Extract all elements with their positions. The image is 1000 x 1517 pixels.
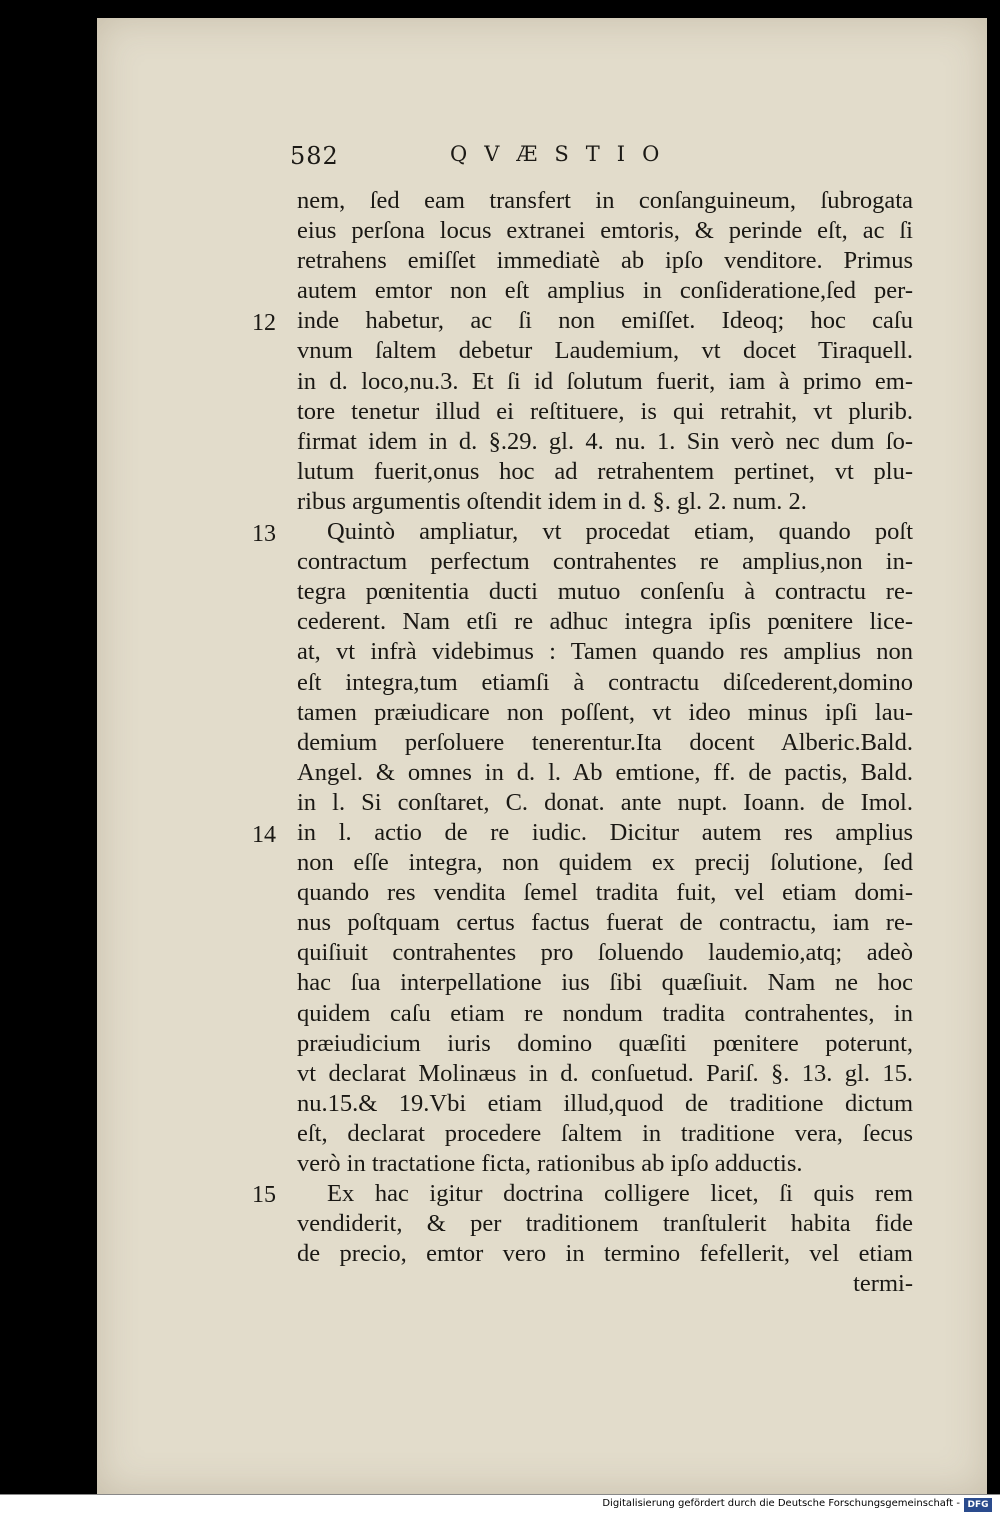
text-line: nem, ſed eam transfert in conſanguineum, ſubrogata xyxy=(297,187,913,214)
text-line: tegra pœnitentia ducti mutuo conſenſu à contractu re- xyxy=(297,578,913,606)
text-line: in d. loco,nu.3. Et ſi id ſolutum fuerit, iam à primo em- xyxy=(297,367,913,395)
text-line: lutum fuerit,onus hoc ad retrahentem pertinet, vt plu- xyxy=(297,457,913,485)
text-line: Ex hac igitur doctrina colligere licet, ſi quis rem xyxy=(327,1180,913,1208)
text-line: præiudicium iuris domino quæſiti pœnitere poterunt, xyxy=(297,1029,913,1057)
text-line: in l. Si conſtaret, C. donat. ante nupt. Ioann. de Imol. xyxy=(297,788,913,816)
text-line: vt declarat Molinæus in d. conſuetud. Pariſ. §. 13. gl. 15. xyxy=(297,1059,913,1087)
text-line: contractum perfectum contrahentes re amplius,non in- xyxy=(297,548,913,576)
text-line: eſt integra,tum etiamſi à contractu diſcederent,domino xyxy=(297,668,913,696)
footer-credit: Digitalisierung gefördert durch die Deutsche Forschungsgemeinschaft - xyxy=(602,1498,960,1509)
dfg-logo-icon: DFG xyxy=(964,1498,992,1512)
text-line: cederent. Nam etſi re adhuc integra ipſis pœnitere lice- xyxy=(297,608,913,636)
text-line: quiſiuit contrahentes pro ſoluendo laudemio,atq; adeò xyxy=(297,939,913,967)
text-line: hac ſua interpellatione ius ſibi quæſiuit. Nam ne hoc xyxy=(297,969,913,997)
margin-number: 12 xyxy=(252,310,276,336)
text-line: tore tenetur illud ei reſtituere, is qui retrahit, vt plurib. xyxy=(297,397,913,425)
margin-number: 13 xyxy=(252,521,276,547)
body-text xyxy=(297,186,913,1299)
catchword: termi- xyxy=(853,1270,913,1298)
text-line: demium perſoluere tenerentur.Ita docent Alberic.Bald. xyxy=(297,728,913,756)
text-line: quando res vendita ſemel tradita fuit, vel etiam domi- xyxy=(297,879,913,907)
text-line: at, vt infrà videbimus : Tamen quando res amplius non xyxy=(297,638,913,666)
text-line: vendiderit, & per traditionem tranſtulerit habita fide xyxy=(297,1210,913,1238)
text-line: tamen præiudicare non poſſent, vt ideo minus ipſi lau- xyxy=(297,698,913,726)
text-line: vnum ſaltem debetur Laudemium, vt docet Tiraquell. xyxy=(297,337,913,365)
running-head: QVÆSTIO xyxy=(450,142,677,166)
margin-number: 14 xyxy=(252,822,276,848)
text-line: inde habetur, ac ſi non emiſſet. Ideoq; hoc caſu xyxy=(297,307,913,335)
text-line: nu.15.& 19.Vbi etiam illud,quod de traditione dictum xyxy=(297,1089,913,1117)
footer-bar xyxy=(0,1494,1000,1517)
text-line: in l. actio de re iudic. Dicitur autem res amplius xyxy=(297,818,913,846)
text-line: eſt, declarat procedere ſaltem in traditione vera, ſecus xyxy=(297,1119,913,1147)
text-line: Angel. & omnes in d. l. Ab emtione, ff. de pactis, Bald. xyxy=(297,758,913,786)
margin-number: 15 xyxy=(252,1182,276,1208)
page-number: 582 xyxy=(290,142,339,170)
page-header xyxy=(290,142,910,182)
text-line: verò in tractatione ficta, rationibus ab ipſo adductis. xyxy=(297,1150,803,1177)
text-line: ribus argumentis oſtendit idem in d. §. gl. 2. num. 2. xyxy=(297,487,807,515)
text-line: quidem caſu etiam re nondum tradita contrahentes, in xyxy=(297,999,913,1027)
text-line: retrahens emiſſet immediatè ab ipſo venditore. Primus xyxy=(297,247,913,275)
text-line: non eſſe integra, non quidem ex precij ſolutione, ſed xyxy=(297,849,913,877)
text-line: firmat idem in d. §.29. gl. 4. nu. 1. Sin verò nec dum ſo- xyxy=(297,427,913,455)
text-line: de precio, emtor vero in termino fefellerit, vel etiam xyxy=(297,1240,913,1268)
text-line: eius perſona locus extranei emtoris, & perinde eſt, ac ſi xyxy=(297,217,913,245)
text-line: autem emtor non eſt amplius in conſideratione,ſed per- xyxy=(297,277,913,305)
text-line: nus poſtquam certus factus fuerat de contractu, iam re- xyxy=(297,909,913,937)
text-line: Quintò ampliatur, vt procedat etiam, quando poſt xyxy=(327,518,913,546)
